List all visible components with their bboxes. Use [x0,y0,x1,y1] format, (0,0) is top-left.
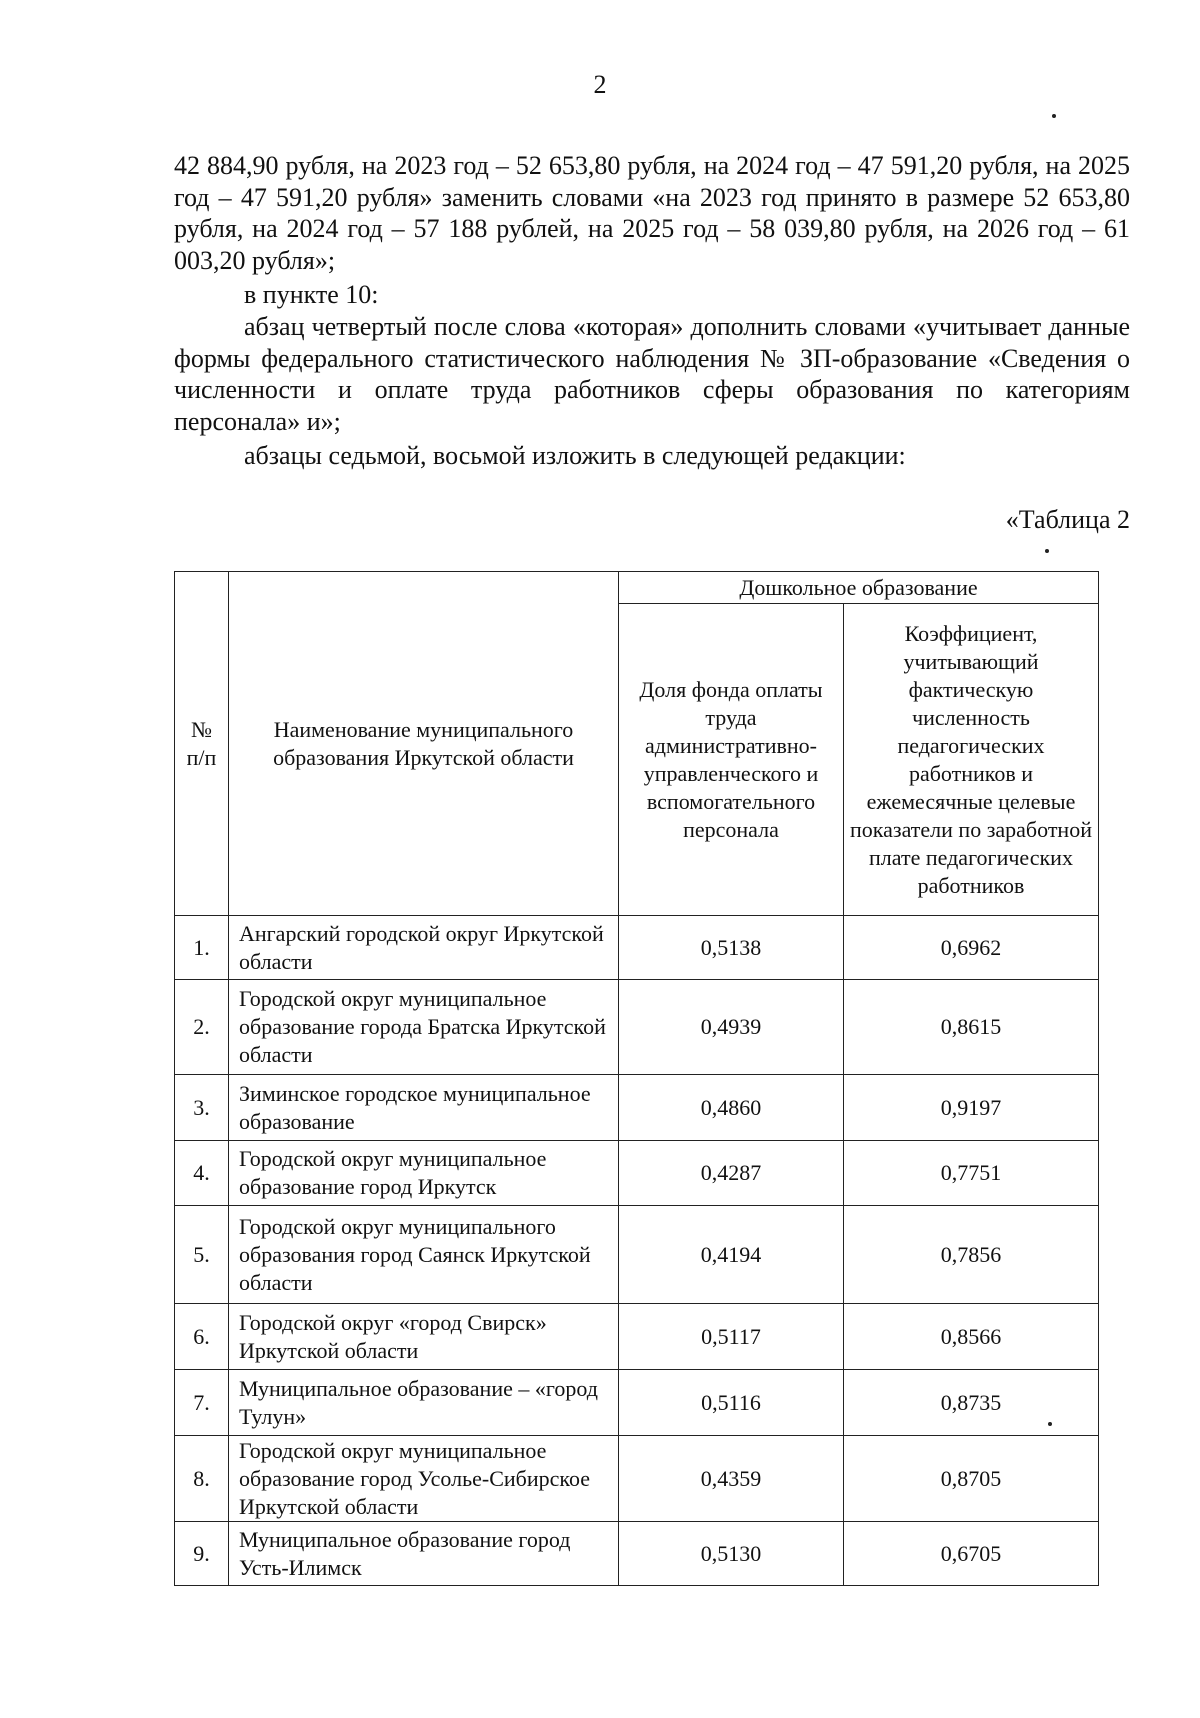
header-coefficient: Коэффициент, учитывающий фактическую численность педагогических работников и ежемесячные целевые показатели по заработной плате педагогических работников [844,604,1099,916]
municipality-name: Городской округ муниципальное образование город Иркутск [229,1141,619,1206]
coefficient-value: 0,8566 [844,1304,1099,1370]
scan-speck [1052,114,1056,118]
table-caption: «Таблица 2 [1005,505,1130,534]
table-row [175,1141,1099,1206]
payroll-share-value: 0,5117 [619,1304,844,1370]
municipality-name: Городской округ муниципального образования город Саянск Иркутской области [229,1206,619,1304]
row-number: 6. [175,1304,229,1370]
table-row [175,1436,1099,1522]
paragraph-fourth-abzac: абзац четвертый после слова «которая» дополнить словами «учитывает данные формы федерального статистического наблюдения № ЗП-образование «Сведения о численности и оплате труда работников сферы образования по категориям персонала» и»; [174,312,1130,436]
payroll-share-value: 0,4359 [619,1436,844,1522]
page-number: 2 [593,70,607,99]
municipal-coefficients-table [174,571,1099,1586]
row-number: 5. [175,1206,229,1304]
row-number: 1. [175,916,229,980]
payroll-share-value: 0,4194 [619,1206,844,1304]
row-number: 3. [175,1075,229,1141]
paragraph-seventh-eighth: абзацы седьмой, восьмой изложить в следующей редакции: [244,441,906,470]
payroll-share-value: 0,5138 [619,916,844,980]
municipality-name: Городской округ муниципальное образование города Братска Иркутской области [229,980,619,1075]
header-num: № п/п [175,572,229,916]
coefficient-value: 0,7856 [844,1206,1099,1304]
row-number: 7. [175,1370,229,1436]
payroll-share-value: 0,4287 [619,1141,844,1206]
municipality-name: Муниципальное образование город Усть-Илимск [229,1522,619,1586]
paragraph-point-10: в пункте 10: [244,280,379,309]
payroll-share-value: 0,5116 [619,1370,844,1436]
table-row [175,916,1099,980]
municipality-name: Зиминское городское муниципальное образование [229,1075,619,1141]
table-header-row [175,572,1099,604]
header-name: Наименование муниципального образования Иркутской области [229,572,619,916]
coefficient-value: 0,6705 [844,1522,1099,1586]
payroll-share-value: 0,4939 [619,980,844,1075]
table-row [175,1075,1099,1141]
table-row [175,1304,1099,1370]
row-number: 9. [175,1522,229,1586]
header-payroll-share: Доля фонда оплаты труда административно-управленческого и вспомогательного персонала [619,604,844,916]
header-preschool-group: Дошкольное образование [619,572,1099,604]
table-row [175,1370,1099,1436]
municipality-name: Ангарский городской округ Иркутской области [229,916,619,980]
coefficient-value: 0,8705 [844,1436,1099,1522]
coefficient-value: 0,9197 [844,1075,1099,1141]
row-number: 4. [175,1141,229,1206]
coefficient-value: 0,8735 [844,1370,1099,1436]
row-number: 8. [175,1436,229,1522]
municipality-name: Муниципальное образование – «город Тулун» [229,1370,619,1436]
coefficient-value: 0,6962 [844,916,1099,980]
row-number: 2. [175,980,229,1075]
table-row [175,1522,1099,1586]
table-row [175,1206,1099,1304]
payroll-share-value: 0,5130 [619,1522,844,1586]
scan-speck [1045,549,1049,553]
coefficient-value: 0,7751 [844,1141,1099,1206]
municipality-name: Городской округ муниципальное образование город Усолье-Сибирское Иркутской области [229,1436,619,1522]
payroll-share-value: 0,4860 [619,1075,844,1141]
paragraph-amounts: 42 884,90 рубля, на 2023 год – 52 653,80 рубля, на 2024 год – 47 591,20 рубля, на 2025 год – 47 591,20 рубля» заменить словами «на 2023 год принято в размере 52 653,80 рубля, на 2024 год – 57 188 рублей, на 2025 год – 58 039,80 рубля, на 2026 год – 61 003,20 рубля»; [174,151,1130,275]
coefficient-value: 0,8615 [844,980,1099,1075]
municipality-name: Городской округ «город Свирск» Иркутской области [229,1304,619,1370]
table-row [175,980,1099,1075]
